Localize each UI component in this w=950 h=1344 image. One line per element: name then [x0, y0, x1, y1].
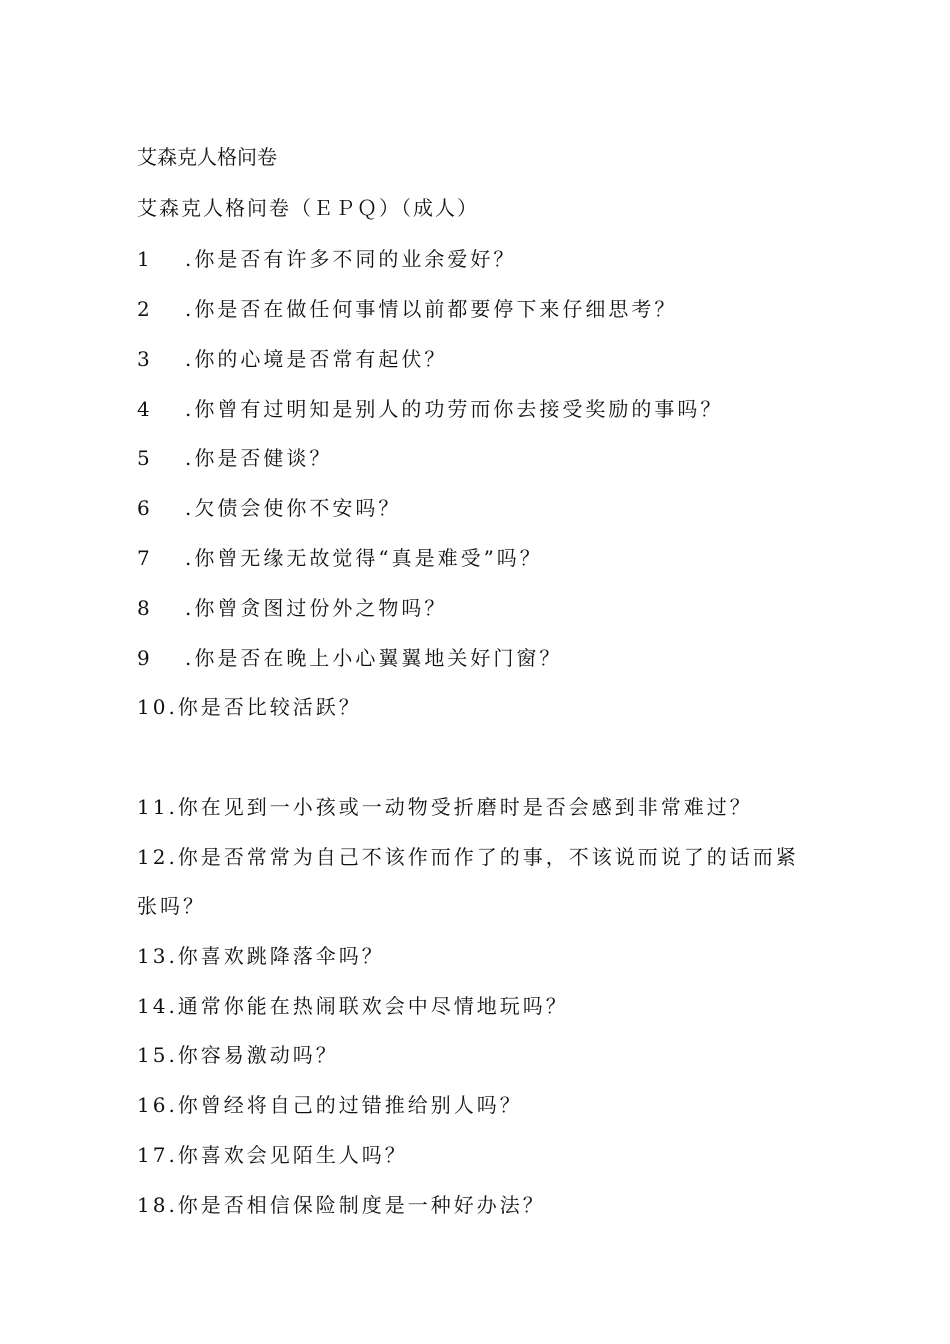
question-text: .你在见到一小孩或一动物受折磨时是否会感到非常难过？ — [168, 795, 753, 819]
document-subtitle: 艾森克人格问卷（ＥＰＱ）（成人） — [137, 196, 479, 220]
question-13 — [137, 941, 385, 971]
question-text: .你曾有过明知是别人的功劳而你去接受奖励的事吗？ — [185, 397, 724, 421]
question-number: 4 — [137, 397, 153, 421]
question-number: 10 — [137, 695, 169, 719]
question-1 — [137, 244, 516, 274]
question-text: .你的心境是否常有起伏？ — [185, 347, 448, 371]
question-text: .你喜欢跳降落伞吗？ — [168, 944, 385, 968]
question-number: 13 — [137, 944, 169, 968]
question-number: 9 — [137, 646, 153, 670]
question-text: .你容易激动吗？ — [168, 1043, 339, 1067]
question-number: 3 — [137, 347, 153, 371]
question-number: 11 — [137, 795, 169, 819]
question-4 — [137, 394, 723, 424]
question-number: 15 — [137, 1043, 169, 1067]
question-17 — [137, 1140, 408, 1170]
question-14 — [137, 991, 569, 1021]
question-number: 6 — [137, 496, 153, 520]
question-8 — [137, 593, 447, 623]
question-text: .你是否在做任何事情以前都要停下来仔细思考？ — [185, 297, 678, 321]
question-15 — [137, 1040, 339, 1070]
question-number: 17 — [137, 1143, 169, 1167]
question-number: 5 — [137, 446, 153, 470]
question-text: .你曾无缘无故觉得“真是难受”吗？ — [185, 546, 543, 570]
question-text: .你是否健谈？ — [185, 446, 333, 470]
question-text: .欠债会使你不安吗？ — [185, 496, 402, 520]
question-12 — [137, 842, 799, 872]
question-text: .你是否有许多不同的业余爱好？ — [185, 247, 517, 271]
question-text: .你是否常常为自己不该作而作了的事，不该说而说了的话而紧 — [168, 845, 799, 869]
question-18 — [137, 1190, 546, 1220]
question-text: .通常你能在热闹联欢会中尽情地玩吗？ — [168, 994, 569, 1018]
question-6 — [137, 493, 401, 523]
question-10 — [137, 692, 362, 722]
question-number: 1 — [137, 247, 153, 271]
question-9 — [137, 643, 562, 673]
question-text: .你曾经将自己的过错推给别人吗？ — [168, 1093, 523, 1117]
question-16 — [137, 1090, 523, 1120]
question-number: 16 — [137, 1093, 169, 1117]
question-12-continuation: 张吗？ — [137, 894, 206, 918]
question-5 — [137, 443, 332, 473]
question-text: .你是否比较活跃？ — [168, 695, 362, 719]
question-7 — [137, 543, 543, 573]
question-text: .你是否相信保险制度是一种好办法？ — [168, 1193, 546, 1217]
question-text: .你曾贪图过份外之物吗？ — [185, 596, 448, 620]
question-3 — [137, 344, 447, 374]
question-number: 18 — [137, 1193, 169, 1217]
question-number: 14 — [137, 994, 169, 1018]
question-text: .你喜欢会见陌生人吗？ — [168, 1143, 408, 1167]
document-title: 艾森克人格问卷 — [137, 145, 277, 169]
question-number: 7 — [137, 546, 153, 570]
question-number: 2 — [137, 297, 153, 321]
question-2 — [137, 294, 677, 324]
question-number: 12 — [137, 845, 169, 869]
question-11 — [137, 792, 753, 822]
question-text: .你是否在晚上小心翼翼地关好门窗？ — [185, 646, 563, 670]
question-number: 8 — [137, 596, 153, 620]
